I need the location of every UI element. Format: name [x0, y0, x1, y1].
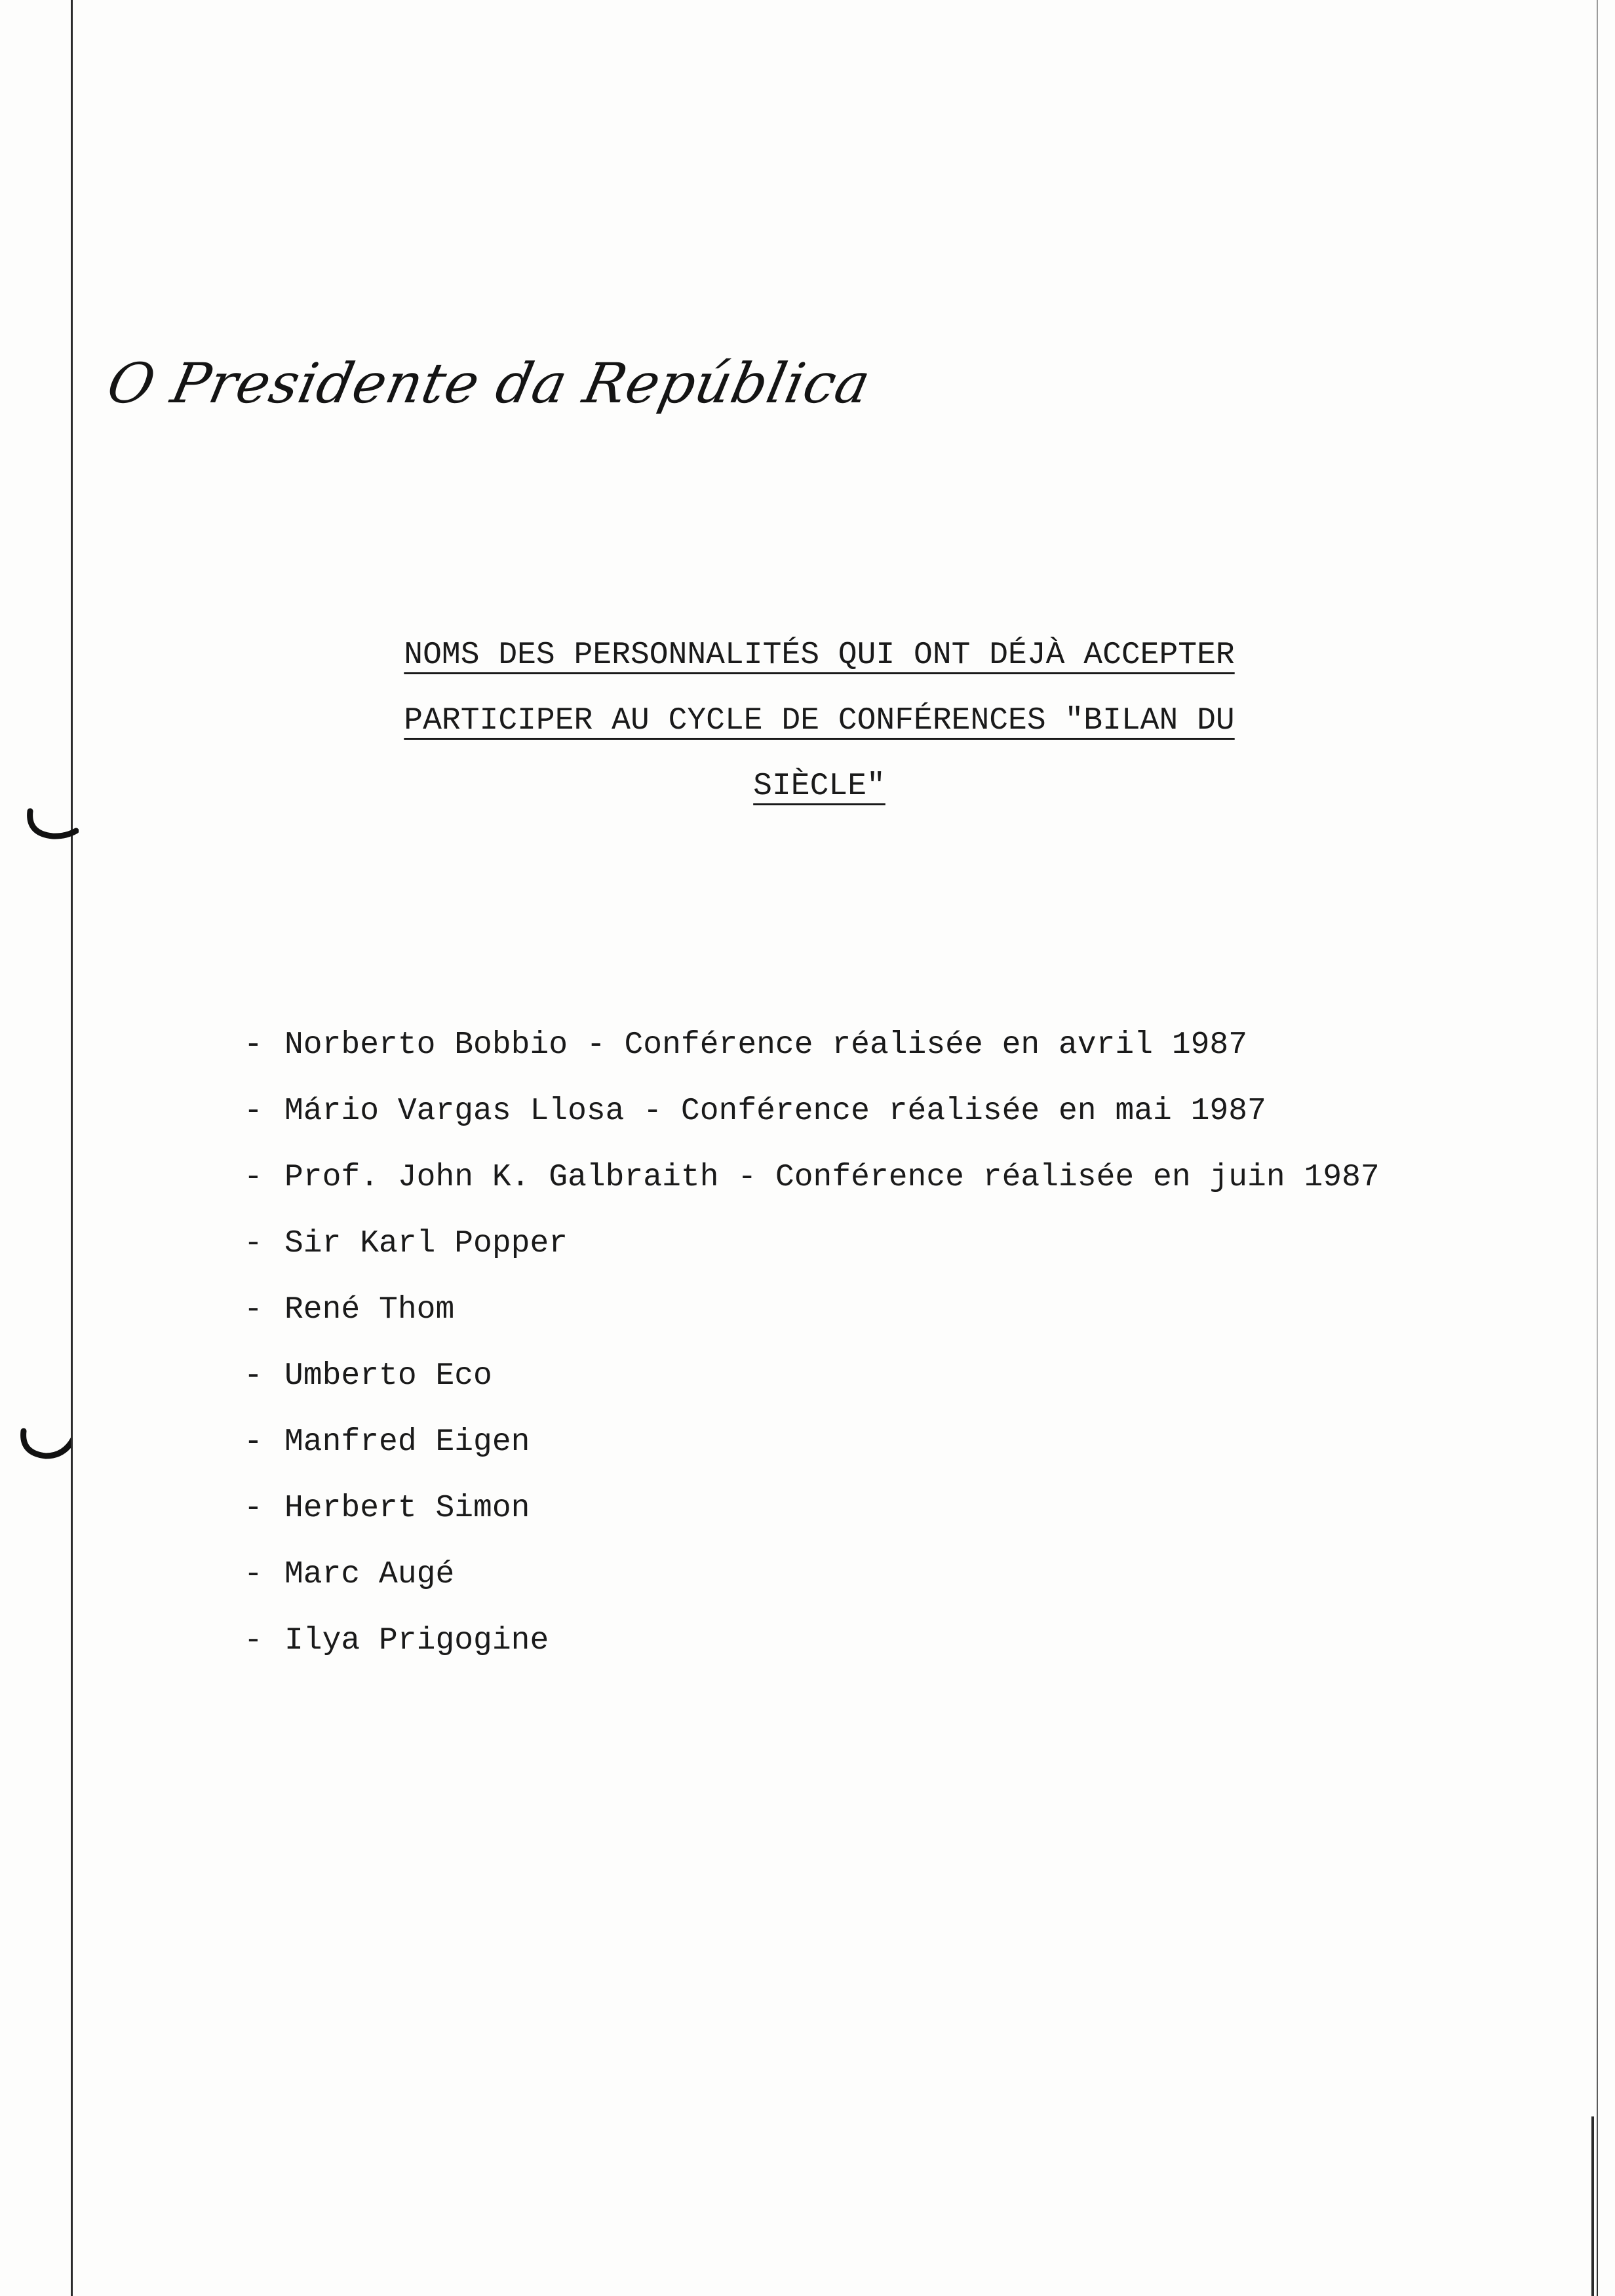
list-item: - René Thom	[244, 1292, 455, 1328]
letterhead-script: O Presidente da República	[102, 351, 876, 415]
list-item: - Manfred Eigen	[244, 1425, 530, 1460]
list-item: - Ilya Prigogine	[244, 1623, 549, 1658]
list-item: - Herbert Simon	[244, 1491, 530, 1526]
list-item: - Mário Vargas Llosa - Conférence réalisée en mai 1987	[244, 1094, 1266, 1129]
personalities-list	[244, 1012, 1489, 1674]
page-right-edge	[1597, 0, 1598, 2296]
page-left-edge	[71, 0, 73, 2296]
binder-clip-mark-lower	[18, 1426, 71, 1465]
page-right-edge-shadow	[1591, 2116, 1594, 2296]
list-item: - Marc Augé	[244, 1557, 455, 1592]
list-item: - Prof. John K. Galbraith - Conférence réalisée en juin 1987	[244, 1160, 1380, 1195]
title-line-2: PARTICIPER AU CYCLE DE CONFÉRENCES "BILAN DU	[404, 703, 1235, 738]
list-item: - Sir Karl Popper	[244, 1226, 568, 1261]
binder-clip-mark-upper	[26, 807, 79, 847]
list-item: - Umberto Eco	[244, 1358, 492, 1394]
document-title	[387, 622, 1252, 819]
letterhead	[100, 341, 876, 426]
title-line-1: NOMS DES PERSONNALITÉS QUI ONT DÉJÀ ACCEPTER	[404, 638, 1235, 673]
title-line-3: SIÈCLE"	[753, 769, 885, 804]
list-item: - Norberto Bobbio - Conférence réalisée en avril 1987	[244, 1027, 1248, 1063]
